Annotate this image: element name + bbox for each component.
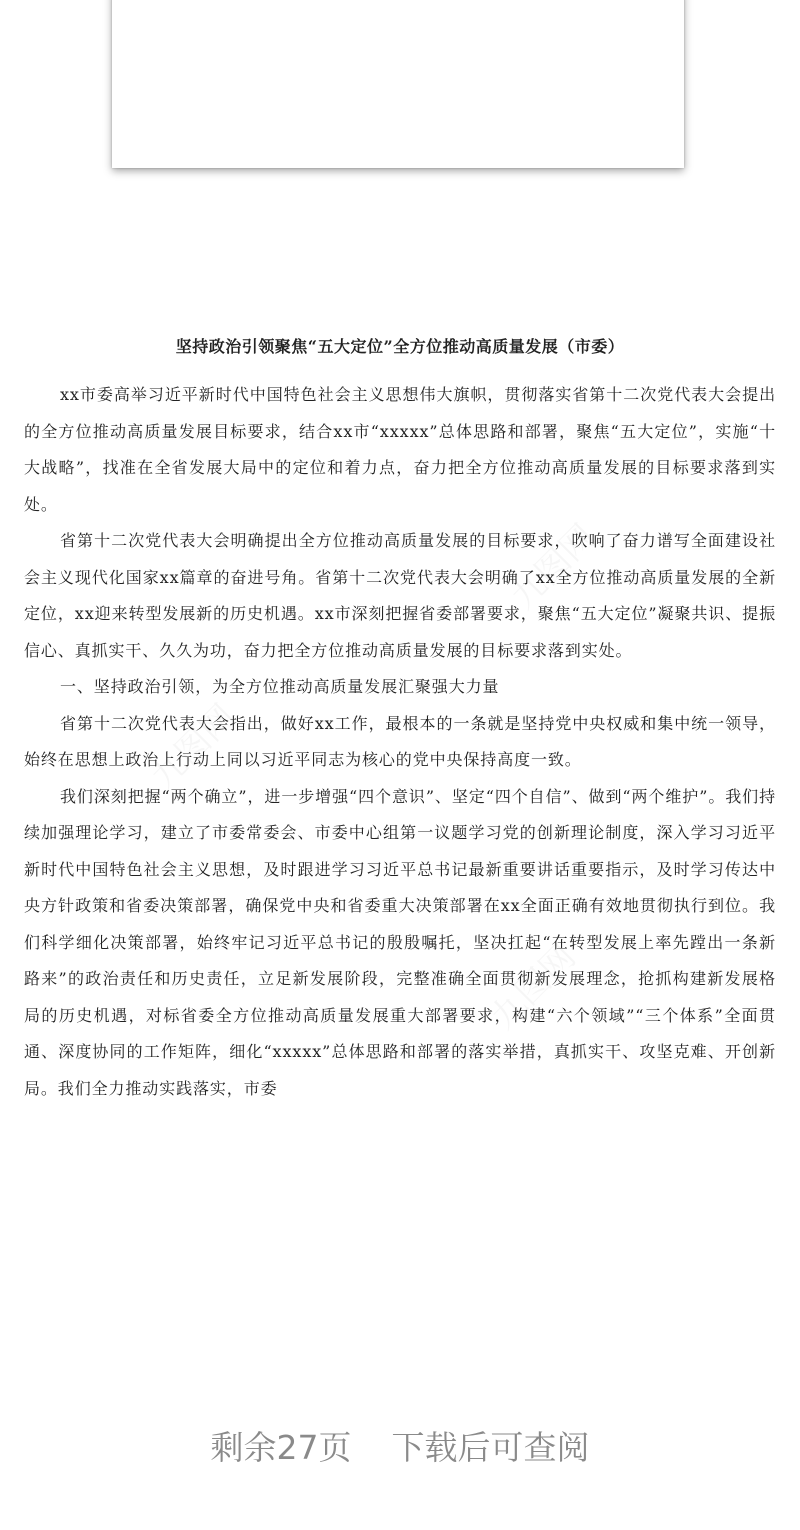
paragraph-background: 省第十二次党代表大会明确提出全方位推动高质量发展的目标要求，吹响了奋力谱写全面建设社会主义现代化国家xx篇章的奋进号角。省第十二次党代表大会明确了xx全方位推动高质量发展的全新定位，xx迎来转型发展新的历史机遇。xx市深刻把握省委部署要求，聚焦“五大定位”凝聚共识、提振信心、真抓实干、久久为功，奋力把全方位推动高质量发展的目标要求落到实处。 — [24, 531, 776, 660]
paragraph-intro: xx市委高举习近平新时代中国特色社会主义思想伟大旗帜，贯彻落实省第十二次党代表大会提出的全方位推动高质量发展目标要求，结合xx市“xxxxx”总体思路和部署，聚焦“五大定位”，实施“十大战略”，找准在全省发展大局中的定位和着力点，奋力把全方位推动高质量发展的目标要求落到实处。 — [24, 385, 776, 514]
remaining-pages-banner[interactable] — [0, 1422, 800, 1469]
section-paragraph: 我们深刻把握“两个确立”，进一步增强“四个意识”、坚定“四个自信”、做到“两个维护”。我们持续加强理论学习，建立了市委常委会、市委中心组第一议题学习党的创新理论制度，深入学习习近平新时代中国特色社会主义思想，及时跟进学习习近平总书记最新重要讲话重要指示，及时学习传达中央方针政策和省委决策部署，确保党中央和省委重大决策部署在xx全面正确有效地贯彻执行到位。我们科学细化决策部署，始终牢记习近平总书记的殷殷嘱托，坚决扛起“在转型发展上率先蹚出一条新路来”的政治责任和历史责任，立足新发展阶段，完整准确全面贯彻新发展理念，抢抓构建新发展格局的历史机遇，对标省委全方位推动高质量发展重大部署要求，构建“六个领域”“三个体系”全面贯通、深度协同的工作矩阵，细化“xxxxx”总体思路和部署的落实举措，真抓实干、攻坚克难、开创新局。我们全力推动实践落实，市委 — [24, 786, 776, 1098]
section-heading: 一、坚持政治引领，为全方位推动高质量发展汇聚强大力量 — [60, 677, 500, 696]
document-body — [24, 377, 776, 1107]
section-paragraph: 省第十二次党代表大会指出，做好xx工作，最根本的一条就是坚持党中央权威和集中统一领导，始终在思想上政治上行动上同以习近平同志为核心的党中央保持高度一致。 — [24, 713, 776, 769]
document-title: 坚持政治引领聚焦“五大定位”全方位推动高质量发展（市委） — [175, 337, 625, 356]
download-to-read-text: 下载后可查阅 — [391, 1428, 590, 1467]
previous-page-preview — [112, 0, 684, 168]
remaining-pages-count: 剩余27页 — [210, 1428, 352, 1467]
